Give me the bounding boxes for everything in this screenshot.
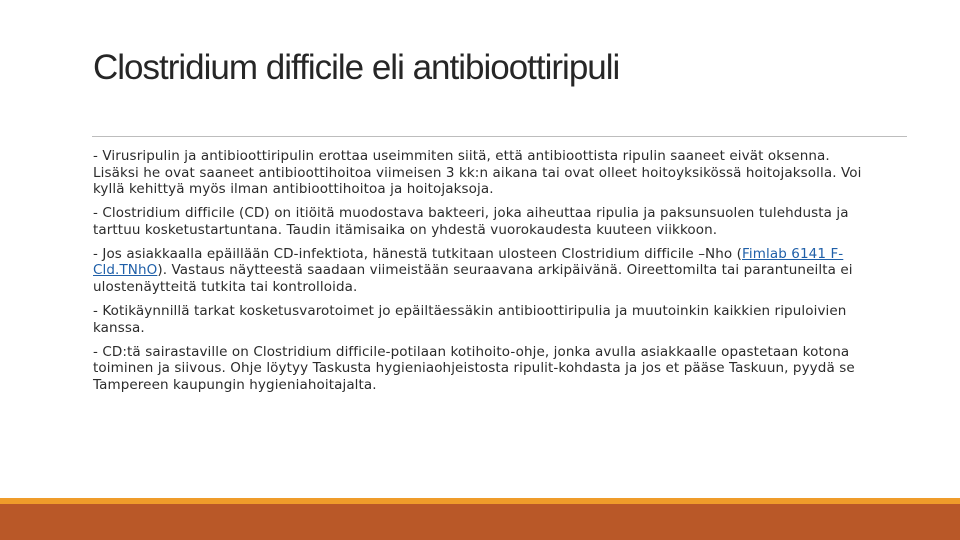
paragraph-testing xyxy=(93,246,873,296)
testing-text-before-link: - Jos asiakkaalla epäillään CD-infektiota, hänestä tutkitaan ulosteen Clostridium difficile –Nho ( xyxy=(93,245,743,262)
slide-body xyxy=(93,148,873,401)
testing-text-after-link: ). Vastaus näytteestä saadaan viimeistään seuraavana arkipäivänä. Oireettomilta tai parantuneilta ei ulostenäytteitä tutkita tai kontrolloida. xyxy=(93,262,853,295)
footer-band xyxy=(0,498,960,540)
paragraph-home-care-instructions: - CD:tä sairastaville on Clostridium difficile-potilaan kotihoito-ohje, jonka avulla asiakkaalle opastetaan kotona toiminen ja siivous. Ohje löytyy Taskusta hygieniaohjeistosta ripulit-kohdasta ja jos et pääse Taskuun, pyydä se Tampereen kaupungin hygieniahoitajalta. xyxy=(93,343,855,393)
title-divider xyxy=(92,136,907,137)
fimlab-test-link[interactable]: Fimlab 6141 F-Cld.TNhO xyxy=(93,245,844,279)
paragraph-clostridium-info: - Clostridium difficile (CD) on itiöitä muodostava bakteeri, joka aiheuttaa ripulia ja paksunsuolen tulehdusta ja tarttuu kosketustartuntana. Taudin itämisaika on yhdestä vuorokaudesta kuuteen viikkoon. xyxy=(93,205,849,238)
footer-accent-stripe xyxy=(0,498,960,504)
paragraph-antibiotic-diarrhea: - Virusripulin ja antibioottiripulin erottaa useimmiten siitä, että antibioottista ripulin saaneet eivät oksenna. Lisäksi he ovat saaneet antibioottihoitoa viimeisen 3 kk:n aikana tai ovat olleet hoitoyksikössä hoitojaksolla. Voi kyllä kehittyä myös ilman antibioottihoitoa ja hoitojaksoja. xyxy=(93,148,862,198)
slide-title: Clostridium difficile eli antibioottiripuli xyxy=(93,48,620,87)
paragraph-contact-precautions: - Kotikäynnillä tarkat kosketusvarotoimet jo epäiltäessäkin antibioottiripulia ja muutoinkin kaikkien ripuloivien kanssa. xyxy=(93,302,847,336)
